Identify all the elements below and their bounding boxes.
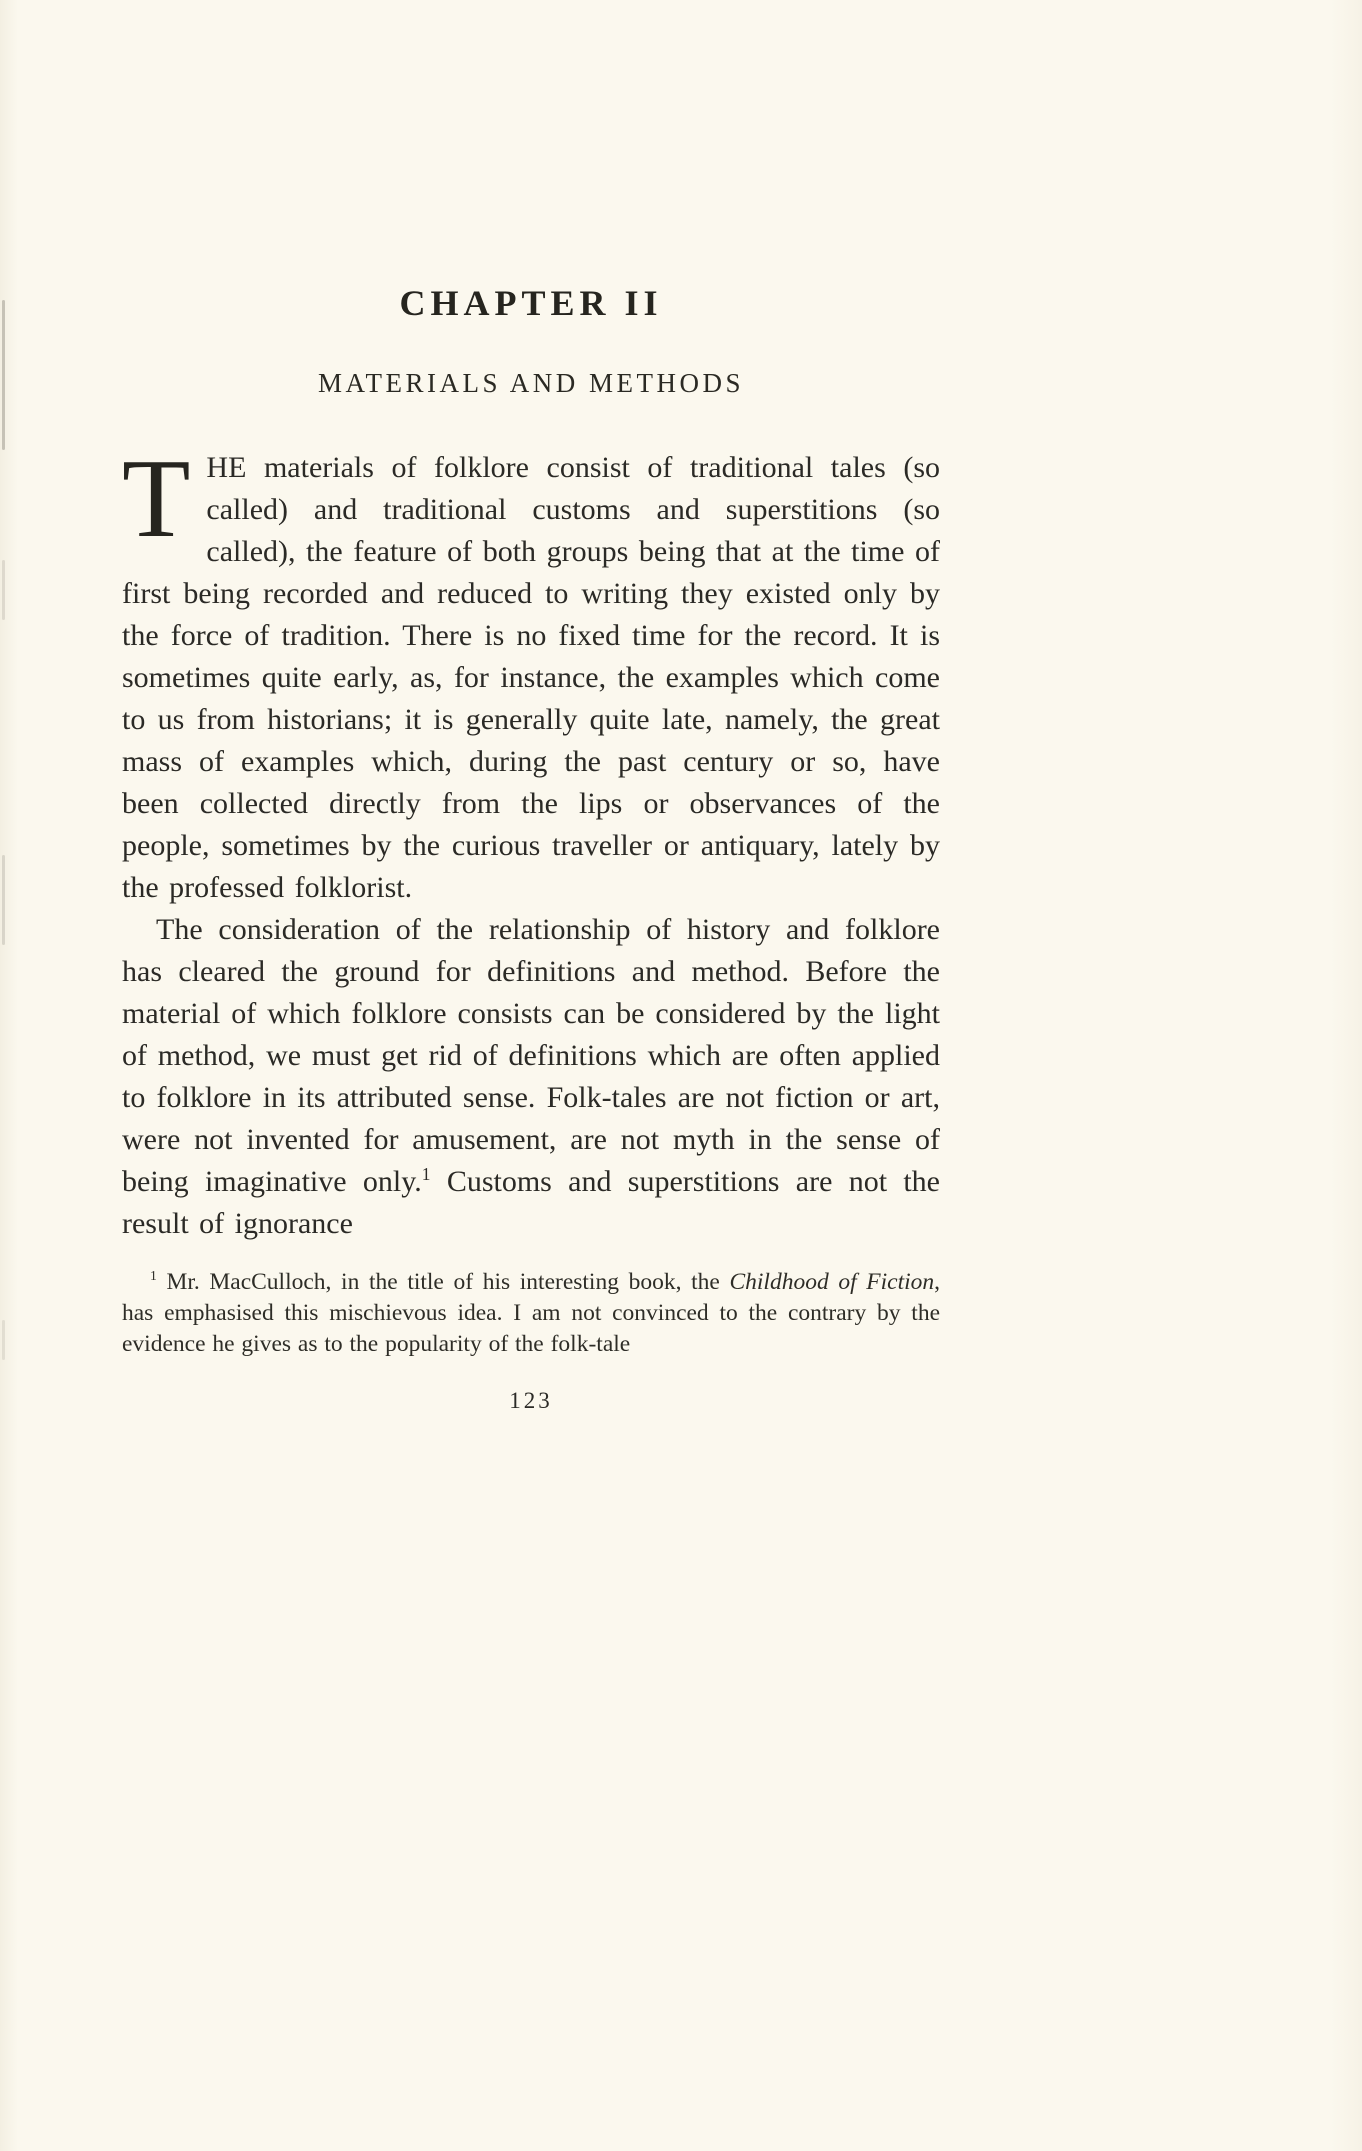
- page-number: 123: [509, 1388, 553, 1413]
- section-title: MATERIALS AND METHODS: [317, 368, 745, 398]
- scan-artifact: [2, 300, 5, 450]
- footnote: [122, 1267, 940, 1360]
- text-block: [122, 282, 940, 1414]
- paragraph-2-text-continued: Customs and superstitions are not the result of ignorance: [122, 1165, 940, 1240]
- paragraph-1-text: HE materials of folklore consist of traditional tales (so called) and traditional customs and superstitions (so called), the feature of both groups being that at the time of first being recorded and reduced to writing they existed only by the force of tradition. There is no fixed time for the record. It is sometimes quite early, as, for instance, the examples which come to us from historians; it is generally quite late, namely, the great mass of examples which, during the past century or so, have been collected directly from the lips or observances of the people, sometimes by the curious traveller or antiquary, lately by the professed folklorist.: [122, 451, 940, 904]
- footnote-reference: 1: [421, 1164, 431, 1184]
- footnote-text-continued: , has emphasised this mischievous idea. I am not convinced to the contrary by the evidence he gives as to the popularity of the folk-tale: [122, 1269, 940, 1357]
- scan-artifact: [2, 855, 5, 945]
- scan-artifact: [2, 1320, 5, 1360]
- drop-cap: T: [122, 437, 191, 561]
- scan-artifact: [2, 560, 5, 620]
- paragraph-1: [122, 437, 940, 909]
- footnote-book-title: Childhood of Fiction: [729, 1269, 935, 1295]
- chapter-title: CHAPTER II: [399, 283, 663, 323]
- body-text: [122, 437, 940, 1245]
- paragraph-2-text: The consideration of the relationship of history and folklore has cleared the ground for definitions and method. Before the material of which folklore consists can be considered by the light of method, we must get rid of definitions which are often applied to folklore in its attributed sense. Folk-tales are not fiction or art, were not invented for amusement, are not myth in the sense of being imaginative only.: [122, 913, 940, 1198]
- paragraph-2: [122, 909, 940, 1245]
- footnote-text: Mr. MacCulloch, in the title of his interesting book, the: [156, 1269, 730, 1295]
- footnote-number: 1: [150, 1268, 157, 1284]
